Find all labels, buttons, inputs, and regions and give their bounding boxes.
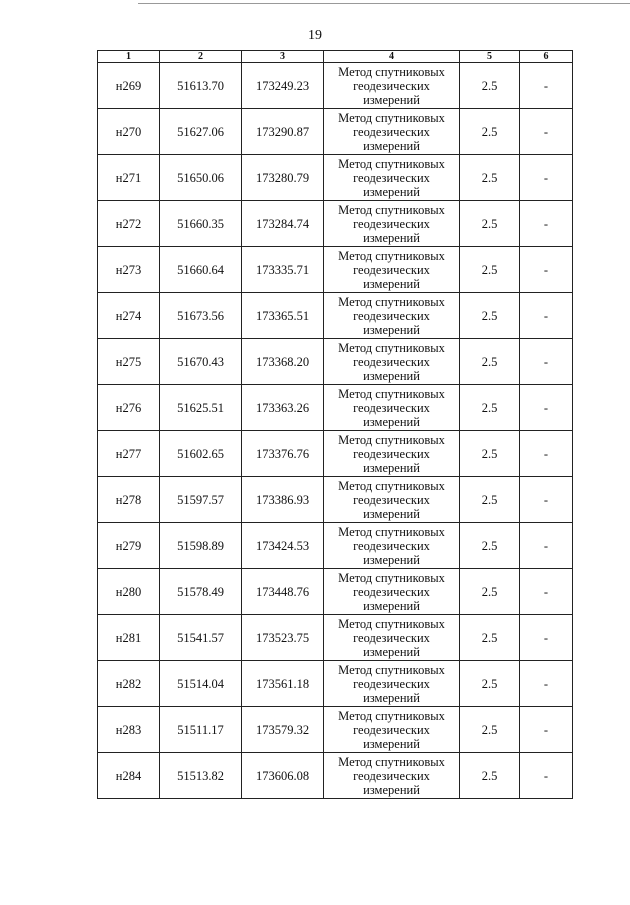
point-cell: н282 <box>98 661 160 707</box>
table-row <box>98 247 573 293</box>
point-cell: н276 <box>98 385 160 431</box>
point-cell: н281 <box>98 615 160 661</box>
point-cell: н271 <box>98 155 160 201</box>
method-cell: Метод спутниковых геодезических измерений <box>324 753 460 799</box>
table-row <box>98 661 573 707</box>
table-row <box>98 109 573 155</box>
point-cell: н280 <box>98 569 160 615</box>
x-coordinate-cell: 51625.51 <box>160 385 242 431</box>
accuracy-cell: 2.5 <box>460 523 520 569</box>
table-row <box>98 569 573 615</box>
method-cell: Метод спутниковых геодезических измерений <box>324 431 460 477</box>
method-cell: Метод спутниковых геодезических измерений <box>324 523 460 569</box>
note-cell: - <box>520 753 573 799</box>
note-cell: - <box>520 707 573 753</box>
y-coordinate-cell: 173363.26 <box>242 385 324 431</box>
note-cell: - <box>520 661 573 707</box>
x-coordinate-cell: 51650.06 <box>160 155 242 201</box>
header-cell-1: 1 <box>98 51 160 63</box>
page-number: 19 <box>308 28 322 43</box>
x-coordinate-cell: 51541.57 <box>160 615 242 661</box>
accuracy-cell: 2.5 <box>460 63 520 109</box>
y-coordinate-cell: 173335.71 <box>242 247 324 293</box>
method-cell: Метод спутниковых геодезических измерений <box>324 293 460 339</box>
method-cell: Метод спутниковых геодезических измерений <box>324 661 460 707</box>
point-cell: н275 <box>98 339 160 385</box>
table-row <box>98 63 573 109</box>
note-cell: - <box>520 339 573 385</box>
header-cell-3: 3 <box>242 51 324 63</box>
point-cell: н270 <box>98 109 160 155</box>
point-cell: н278 <box>98 477 160 523</box>
note-cell: - <box>520 569 573 615</box>
method-cell: Метод спутниковых геодезических измерений <box>324 339 460 385</box>
accuracy-cell: 2.5 <box>460 753 520 799</box>
y-coordinate-cell: 173280.79 <box>242 155 324 201</box>
note-cell: - <box>520 201 573 247</box>
point-cell: н272 <box>98 201 160 247</box>
accuracy-cell: 2.5 <box>460 615 520 661</box>
x-coordinate-cell: 51598.89 <box>160 523 242 569</box>
note-cell: - <box>520 523 573 569</box>
table-row <box>98 339 573 385</box>
x-coordinate-cell: 51670.43 <box>160 339 242 385</box>
y-coordinate-cell: 173523.75 <box>242 615 324 661</box>
x-coordinate-cell: 51514.04 <box>160 661 242 707</box>
y-coordinate-cell: 173561.18 <box>242 661 324 707</box>
point-cell: н284 <box>98 753 160 799</box>
table-row <box>98 155 573 201</box>
method-cell: Метод спутниковых геодезических измерений <box>324 155 460 201</box>
point-cell: н277 <box>98 431 160 477</box>
accuracy-cell: 2.5 <box>460 247 520 293</box>
accuracy-cell: 2.5 <box>460 109 520 155</box>
y-coordinate-cell: 173368.20 <box>242 339 324 385</box>
accuracy-cell: 2.5 <box>460 385 520 431</box>
header-cell-5: 5 <box>460 51 520 63</box>
note-cell: - <box>520 293 573 339</box>
table-row <box>98 293 573 339</box>
method-cell: Метод спутниковых геодезических измерений <box>324 201 460 247</box>
x-coordinate-cell: 51513.82 <box>160 753 242 799</box>
header-cell-4: 4 <box>324 51 460 63</box>
accuracy-cell: 2.5 <box>460 569 520 615</box>
point-cell: н269 <box>98 63 160 109</box>
x-coordinate-cell: 51578.49 <box>160 569 242 615</box>
x-coordinate-cell: 51660.64 <box>160 247 242 293</box>
table-row <box>98 523 573 569</box>
y-coordinate-cell: 173606.08 <box>242 753 324 799</box>
table-row <box>98 385 573 431</box>
table-row <box>98 753 573 799</box>
method-cell: Метод спутниковых геодезических измерений <box>324 63 460 109</box>
point-cell: н273 <box>98 247 160 293</box>
accuracy-cell: 2.5 <box>460 707 520 753</box>
accuracy-cell: 2.5 <box>460 201 520 247</box>
accuracy-cell: 2.5 <box>460 431 520 477</box>
coordinates-table <box>97 50 573 799</box>
header-row <box>98 51 573 63</box>
note-cell: - <box>520 63 573 109</box>
point-cell: н279 <box>98 523 160 569</box>
note-cell: - <box>520 615 573 661</box>
note-cell: - <box>520 109 573 155</box>
x-coordinate-cell: 51660.35 <box>160 201 242 247</box>
y-coordinate-cell: 173424.53 <box>242 523 324 569</box>
method-cell: Метод спутниковых геодезических измерений <box>324 615 460 661</box>
note-cell: - <box>520 431 573 477</box>
method-cell: Метод спутниковых геодезических измерений <box>324 569 460 615</box>
header-cell-6: 6 <box>520 51 573 63</box>
y-coordinate-cell: 173284.74 <box>242 201 324 247</box>
y-coordinate-cell: 173365.51 <box>242 293 324 339</box>
y-coordinate-cell: 173386.93 <box>242 477 324 523</box>
y-coordinate-cell: 173290.87 <box>242 109 324 155</box>
accuracy-cell: 2.5 <box>460 477 520 523</box>
method-cell: Метод спутниковых геодезических измерений <box>324 477 460 523</box>
table-row <box>98 201 573 247</box>
accuracy-cell: 2.5 <box>460 661 520 707</box>
table-row <box>98 615 573 661</box>
table-row <box>98 477 573 523</box>
method-cell: Метод спутниковых геодезических измерений <box>324 385 460 431</box>
x-coordinate-cell: 51597.57 <box>160 477 242 523</box>
x-coordinate-cell: 51627.06 <box>160 109 242 155</box>
accuracy-cell: 2.5 <box>460 339 520 385</box>
y-coordinate-cell: 173579.32 <box>242 707 324 753</box>
point-cell: н274 <box>98 293 160 339</box>
accuracy-cell: 2.5 <box>460 155 520 201</box>
note-cell: - <box>520 155 573 201</box>
accuracy-cell: 2.5 <box>460 293 520 339</box>
method-cell: Метод спутниковых геодезических измерений <box>324 109 460 155</box>
note-cell: - <box>520 247 573 293</box>
note-cell: - <box>520 385 573 431</box>
x-coordinate-cell: 51602.65 <box>160 431 242 477</box>
table-row <box>98 707 573 753</box>
top-border-line <box>138 3 630 4</box>
x-coordinate-cell: 51613.70 <box>160 63 242 109</box>
y-coordinate-cell: 173448.76 <box>242 569 324 615</box>
method-cell: Метод спутниковых геодезических измерений <box>324 247 460 293</box>
x-coordinate-cell: 51511.17 <box>160 707 242 753</box>
y-coordinate-cell: 173376.76 <box>242 431 324 477</box>
note-cell: - <box>520 477 573 523</box>
point-cell: н283 <box>98 707 160 753</box>
method-cell: Метод спутниковых геодезических измерений <box>324 707 460 753</box>
y-coordinate-cell: 173249.23 <box>242 63 324 109</box>
x-coordinate-cell: 51673.56 <box>160 293 242 339</box>
header-cell-2: 2 <box>160 51 242 63</box>
table-row <box>98 431 573 477</box>
